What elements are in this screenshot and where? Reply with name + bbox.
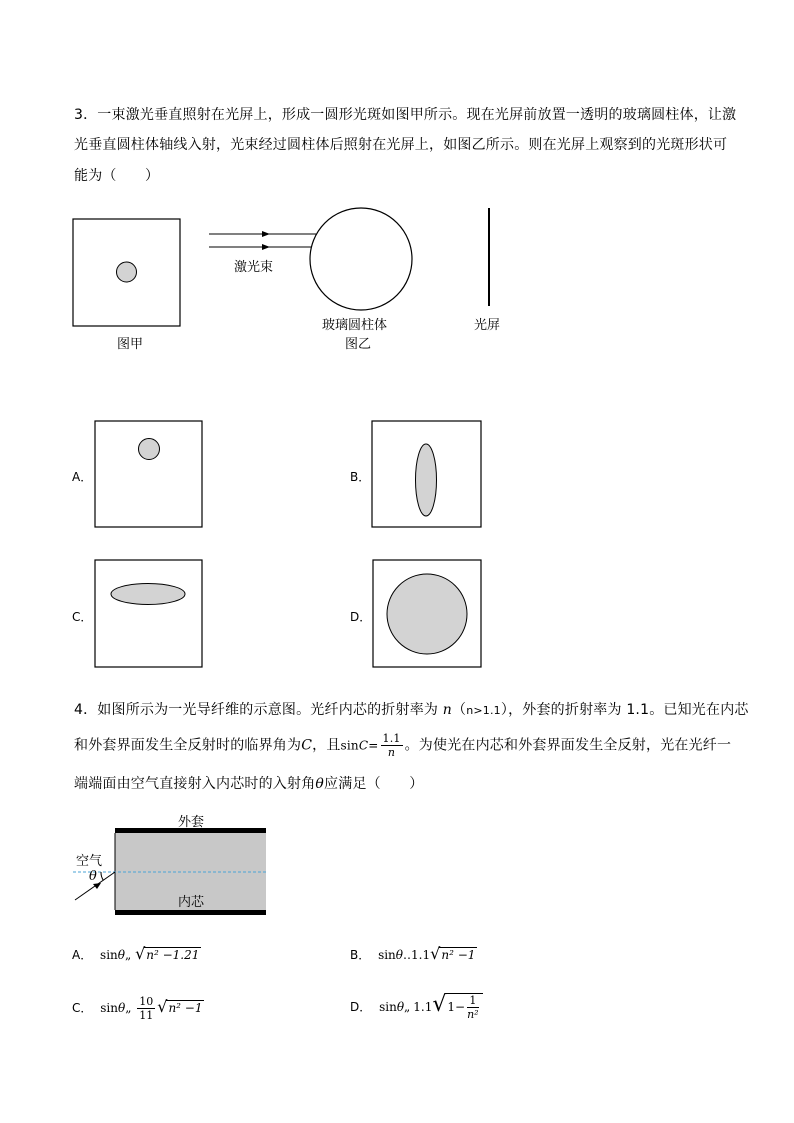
air-label: 空气 <box>76 854 103 869</box>
sqrt-icon: √ <box>157 997 168 1016</box>
q4-option-d-sin: sin <box>379 1000 397 1014</box>
option-b-label[interactable]: B． <box>350 470 371 484</box>
q3-line-2: 光垂直圆柱体轴线入射，光束经过圆柱体后照射在光屏上，如图乙所示。则在光屏上观察到的光斑形状可 <box>74 137 728 153</box>
q4-fraction <box>381 732 403 759</box>
q4-cond-close: ） <box>500 702 509 718</box>
sqrt-icon: √ <box>430 944 441 963</box>
q4-option-b-rel: ‥ <box>403 948 412 962</box>
q4-option-c-rel: „ <box>125 1001 132 1015</box>
outer-cladding-label: 外套 <box>178 815 205 830</box>
q4-option-c-sin: sin <box>100 1001 118 1015</box>
q4-option-d-coef: 1.1 <box>413 1000 433 1014</box>
q4-option-b-expr: n² −1 <box>441 948 476 962</box>
q4-cond: n>1.1 <box>466 704 501 717</box>
theta-arc <box>101 872 104 881</box>
q4-option-d-one: 1− <box>447 1000 466 1014</box>
q4-option-c-expr: n² −1 <box>168 1001 203 1015</box>
q4-option-d-radicand <box>445 993 482 1021</box>
q4-option-a-theta: θ <box>117 948 126 962</box>
q4-frac-den: n <box>387 746 396 759</box>
option-a-box <box>95 421 202 527</box>
fig-jia-spot <box>117 262 137 282</box>
q4-sinC-var: C <box>358 738 369 753</box>
q4-option-a-rel: „ <box>125 948 132 962</box>
q4-option-d-den: n² <box>467 1008 479 1021</box>
q4-line-3 <box>74 773 423 793</box>
option-a-label[interactable]: A． <box>72 470 93 484</box>
option-c-box <box>95 560 202 667</box>
q4-option-c-num: 10 <box>139 995 154 1008</box>
fig-jia-label: 图甲 <box>117 337 144 352</box>
q4-theta: θ <box>315 776 325 792</box>
q3-line-3: 能为（ ） <box>74 168 160 184</box>
q4-line2-mid: ，且 <box>312 737 341 754</box>
beam-label: 激光束 <box>234 260 274 275</box>
fig-yi-label: 图乙 <box>345 337 372 352</box>
q4-option-b-sin: sin <box>378 948 396 962</box>
q4-line3-pre: 端端面由空气直接射入内芯时的入射角 <box>74 776 316 792</box>
arrow-lower-icon <box>262 244 270 250</box>
arrow-upper-icon <box>262 231 270 237</box>
q4-option-a-sin: sin <box>100 948 118 962</box>
q4-option-d-rel: „ <box>404 1000 411 1014</box>
screen-label: 光屏 <box>474 318 501 333</box>
q4-option-d[interactable] <box>350 992 483 1021</box>
q4-option-d-label: D． <box>350 1000 372 1014</box>
q4-option-d-theta: θ <box>396 1000 405 1014</box>
q4-option-a-expr: n² −1.21 <box>146 948 200 962</box>
q4-option-b-coef: 1.1 <box>411 948 431 962</box>
q4-option-d-fraction <box>467 994 479 1021</box>
theta-angle-label: θ <box>89 869 97 884</box>
sqrt-icon: √ <box>432 992 447 1017</box>
q4-option-c-den: 11 <box>139 1009 154 1022</box>
q3-line-1: 3．一束激光垂直照射在光屏上，形成一圆形光斑如图甲所示。现在光屏前放置一透明的玻璃圆柱体，让激 <box>74 107 737 123</box>
q4-line1-post: ，外套的折射率为 1.1。已知光在内芯 <box>508 702 749 718</box>
cylinder-label: 玻璃圆柱体 <box>322 318 388 333</box>
option-b-spot <box>416 444 437 516</box>
option-c-label[interactable]: C． <box>72 610 93 624</box>
q4-option-c-fraction <box>137 995 155 1022</box>
core-label: 内芯 <box>178 895 205 910</box>
q4-option-d-num: 1 <box>467 994 479 1008</box>
option-a-spot <box>139 439 160 460</box>
q4-option-b-theta: θ <box>395 948 404 962</box>
q4-line-2 <box>74 732 731 759</box>
q4-option-c-theta: θ <box>117 1001 126 1015</box>
q4-C: C <box>301 737 313 754</box>
sqrt-icon: √ <box>135 944 146 963</box>
q4-option-b-label: B． <box>350 948 371 962</box>
q4-line3-post: 应满足（ ） <box>324 776 424 792</box>
q4-eq: = <box>368 738 379 753</box>
q4-option-c-label: C． <box>72 1001 93 1015</box>
q4-sinC: sin <box>340 738 359 753</box>
q4-option-a[interactable] <box>72 944 201 963</box>
q4-cond-open: （ <box>451 702 467 718</box>
q4-line-1 <box>74 699 749 719</box>
option-d-spot <box>387 574 467 654</box>
q4-option-b[interactable] <box>350 944 477 963</box>
glass-cylinder <box>310 208 412 310</box>
q4-option-c[interactable] <box>72 995 204 1022</box>
q4-line2-post: 。为使光在内芯和外套界面发生全反射，光在光纤一 <box>404 737 732 754</box>
q4-option-a-label: A． <box>72 948 93 962</box>
option-d-label[interactable]: D． <box>350 610 372 624</box>
outer-cladding-bottom <box>115 910 266 915</box>
q4-line1-pre: 4．如图所示为一光导纤维的示意图。光纤内芯的折射率为 <box>74 702 439 718</box>
q4-frac-num: 1.1 <box>382 732 401 745</box>
q4-line2-pre: 和外套界面发生全反射时的临界角为 <box>74 737 302 754</box>
option-c-spot <box>111 584 185 605</box>
q4-n: n <box>442 702 452 718</box>
